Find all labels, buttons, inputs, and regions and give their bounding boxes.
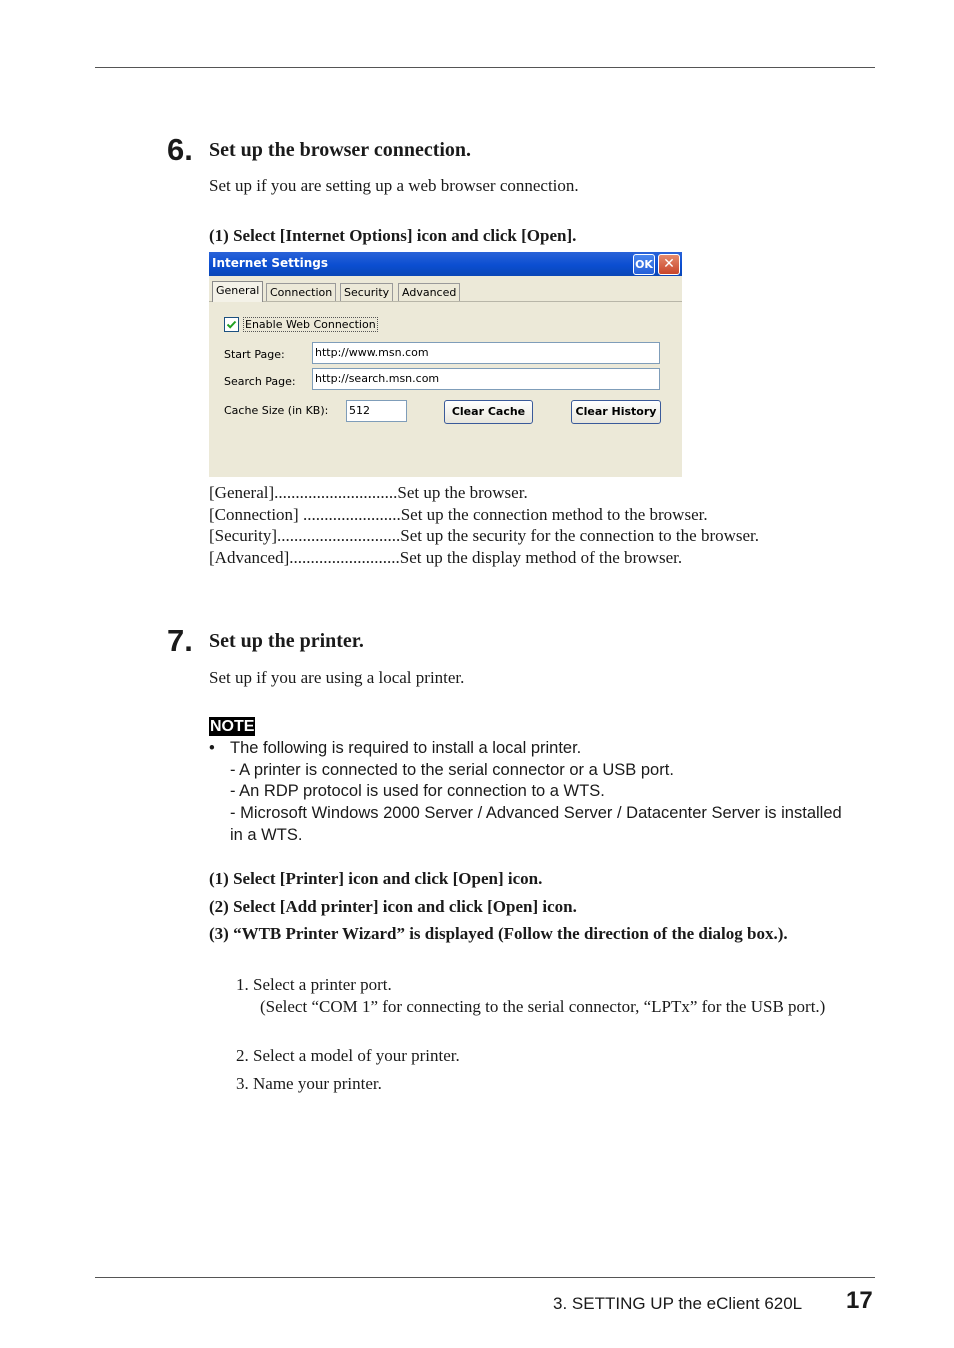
note-line: - An RDP protocol is used for connection to a WTS. [230, 782, 605, 801]
ok-button[interactable]: OK [633, 254, 655, 275]
tab-general[interactable]: General [212, 281, 263, 302]
close-icon[interactable]: ✕ [658, 254, 680, 275]
tab-security[interactable]: Security [340, 283, 393, 301]
definition-term: [Connection] [209, 504, 299, 524]
note-line: - A printer is connected to the serial connector or a USB port. [230, 760, 674, 779]
note-badge: NOTE [210, 718, 255, 735]
definition-term: [Security] [209, 526, 277, 546]
note-bullet-item [209, 738, 859, 847]
tab-definitions [209, 482, 759, 569]
step-title: Set up the printer. [209, 630, 364, 652]
note-content [209, 738, 859, 847]
wizard-step-text: Select a model of your printer. [253, 1046, 460, 1065]
definition-desc: Set up the browser. [397, 483, 528, 502]
definition-row [209, 547, 759, 569]
substep-heading: (1) Select [Internet Options] icon and click [Open]. [209, 226, 577, 245]
clear-history-button[interactable]: Clear History [571, 400, 661, 424]
page-number: 17 [846, 1287, 873, 1314]
wizard-step-text: Name your printer. [253, 1074, 382, 1093]
footer-section: 3. SETTING UP the eClient 620L [553, 1294, 803, 1313]
dialog-titlebar [209, 252, 682, 276]
substep-heading: (1) Select [Printer] icon and click [Open] icon. [209, 869, 543, 888]
wizard-step [236, 974, 876, 1018]
clear-cache-button[interactable]: Clear Cache [444, 400, 533, 424]
search-page-label: Search Page: [224, 375, 296, 388]
wizard-step-number: 3. [236, 1074, 249, 1093]
definition-term: [Advanced] [209, 548, 290, 568]
start-page-field[interactable]: http://www.msn.com [312, 342, 660, 364]
note-line: - Microsoft Windows 2000 Server / Advanced Server / Datacenter Server is installed in a WTS. [230, 804, 842, 844]
search-page-field[interactable]: http://search.msn.com [312, 368, 660, 390]
definition-desc: Set up the display method of the browser. [399, 548, 683, 568]
definition-leader: ............................. [274, 483, 398, 502]
start-page-label: Start Page: [224, 348, 285, 361]
step-description: Set up if you are using a local printer. [209, 668, 465, 687]
wizard-step [236, 1074, 382, 1094]
wizard-step-number: 1. [236, 975, 249, 994]
enable-web-connection-checkbox[interactable] [224, 317, 239, 332]
substep-heading: (3) “WTB Printer Wizard” is displayed (Follow the direction of the dialog box.). [209, 924, 788, 943]
step-description: Set up if you are setting up a web browser connection. [209, 176, 579, 195]
tab-advanced[interactable]: Advanced [398, 283, 460, 301]
definition-row [209, 525, 759, 547]
internet-settings-dialog [209, 252, 682, 477]
definition-leader: ....................... [302, 504, 401, 524]
tab-connection[interactable]: Connection [266, 283, 336, 301]
bottom-rule [95, 1277, 875, 1278]
cache-size-field[interactable]: 512 [346, 400, 407, 422]
wizard-step [236, 1046, 460, 1066]
substep-heading: (2) Select [Add printer] icon and click [Open] icon. [209, 897, 577, 916]
wizard-step-detail: (Select “COM 1” for connecting to the serial connector, “LPTx” for the USB port.) [260, 997, 826, 1016]
step-number: 7. [167, 623, 193, 658]
definition-term: [General] [209, 483, 275, 502]
definition-leader: .......................... [289, 548, 400, 568]
top-rule [95, 67, 875, 68]
definition-row [209, 504, 759, 526]
definition-leader: ............................. [276, 526, 401, 546]
definition-desc: Set up the connection method to the browser. [400, 504, 708, 524]
wizard-step-number: 2. [236, 1046, 249, 1065]
tab-divider [209, 301, 682, 302]
bullet-icon: • [209, 739, 215, 757]
definition-row [209, 482, 759, 504]
step-number: 6. [167, 132, 193, 167]
checkmark-icon [225, 318, 238, 331]
note-bullet-text: The following is required to install a local printer. [230, 739, 582, 757]
definition-desc: Set up the security for the connection to the browser. [400, 526, 760, 546]
step-title: Set up the browser connection. [209, 139, 472, 161]
dialog-title: Internet Settings [212, 256, 329, 270]
cache-size-label: Cache Size (in KB): [224, 404, 329, 417]
wizard-step-text: Select a printer port. [253, 975, 392, 994]
enable-web-connection-label: Enable Web Connection [245, 318, 376, 331]
